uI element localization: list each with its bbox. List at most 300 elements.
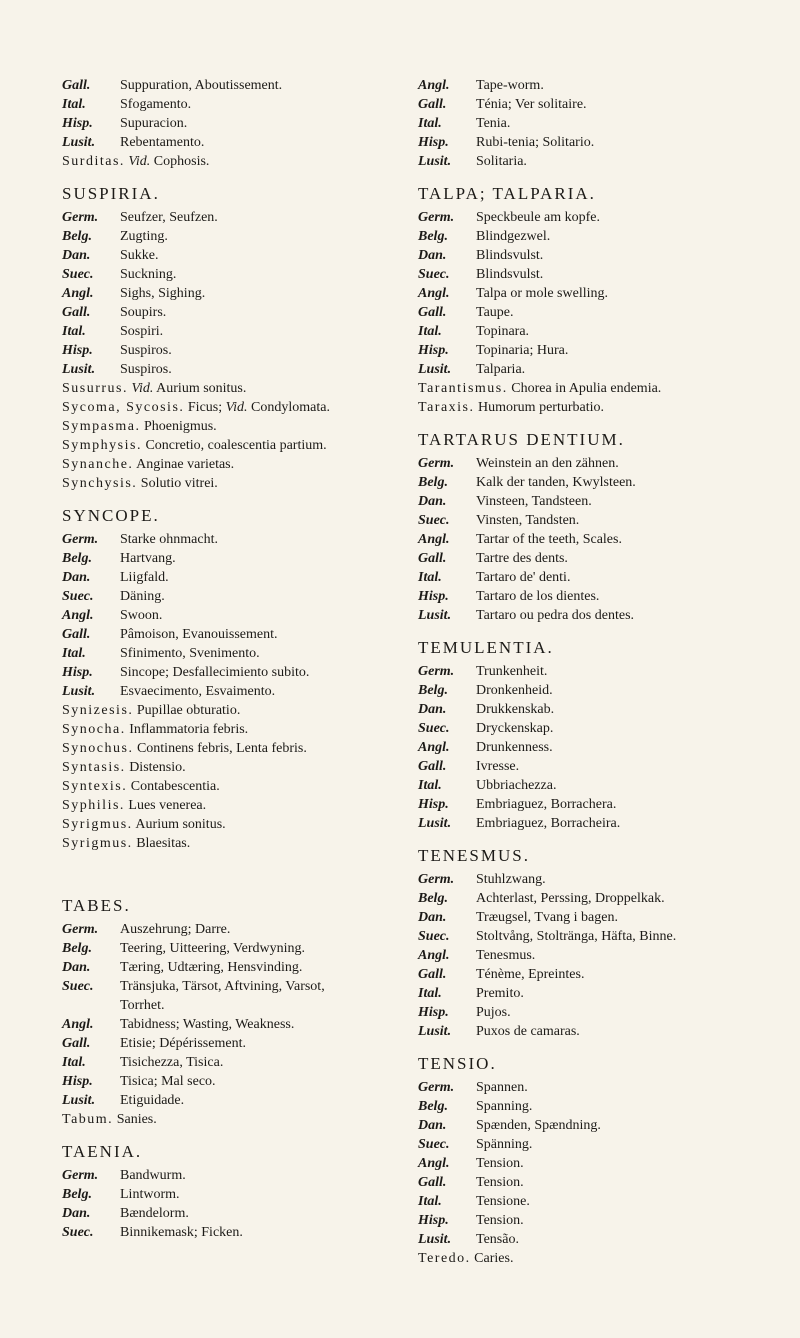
- language-label: Lusit.: [418, 154, 452, 169]
- language-label: Dan.: [418, 1118, 447, 1133]
- language-label: Hisp.: [418, 1005, 449, 1020]
- term-text: Weinstein an den zähnen.: [476, 456, 619, 471]
- language-line: [418, 814, 790, 833]
- language-label: Gall.: [418, 551, 447, 566]
- language-line: [62, 1204, 402, 1223]
- language-label: Belg.: [62, 941, 92, 956]
- term-text: Soupirs.: [120, 305, 167, 320]
- cross-reference-entry: [62, 815, 402, 834]
- language-line: [418, 1192, 790, 1211]
- language-line: [418, 303, 790, 322]
- entry-text: Aurium sonitus.: [156, 381, 247, 396]
- term-text: Hartvang.: [120, 551, 176, 566]
- language-line: [418, 1154, 790, 1173]
- term-text: Drukkenskab.: [476, 702, 555, 717]
- term-text: Torrhet.: [120, 998, 165, 1013]
- language-label: Angl.: [418, 948, 450, 963]
- language-line: [62, 625, 402, 644]
- language-line: [418, 511, 790, 530]
- language-line: [62, 530, 402, 549]
- language-line: [62, 208, 402, 227]
- term-text: Suspiros.: [120, 343, 172, 358]
- language-label: Dan.: [418, 248, 447, 263]
- entry-text: Distensio.: [129, 760, 186, 775]
- language-label: Germ.: [62, 210, 99, 225]
- cross-reference-entry: [62, 777, 402, 796]
- language-line: [62, 1166, 402, 1185]
- term-text: Sospiri.: [120, 324, 164, 339]
- spacer: [62, 853, 402, 883]
- headword: Tabum.: [62, 1112, 114, 1127]
- language-label: Dan.: [418, 910, 447, 925]
- language-label: Dan.: [62, 570, 91, 585]
- language-label: Dan.: [62, 1206, 91, 1221]
- term-text: Ténème, Epreintes.: [476, 967, 585, 982]
- language-label: Belg.: [418, 891, 448, 906]
- language-label: Hisp.: [418, 135, 449, 150]
- language-label: Ital.: [418, 778, 442, 793]
- language-label: Lusit.: [62, 135, 96, 150]
- language-label: Ital.: [418, 986, 442, 1001]
- language-label: Lusit.: [62, 362, 96, 377]
- language-label: Lusit.: [62, 684, 96, 699]
- cross-reference-entry: [62, 474, 402, 493]
- language-line: [418, 908, 790, 927]
- headword: Susurrus.: [62, 381, 129, 396]
- cross-reference-entry: [62, 436, 402, 455]
- language-line: [418, 587, 790, 606]
- language-line: [418, 1173, 790, 1192]
- language-label: Hisp.: [62, 116, 93, 131]
- headword: Taraxis.: [418, 400, 475, 415]
- term-text: Sfinimento, Svenimento.: [120, 646, 260, 661]
- language-line: [62, 1091, 402, 1110]
- language-line: [418, 606, 790, 625]
- language-line: [62, 360, 402, 379]
- term-text: Suckning.: [120, 267, 177, 282]
- term-text: Liigfald.: [120, 570, 169, 585]
- term-text: Sincope; Desfallecimiento subito.: [120, 665, 310, 680]
- language-label: Germ.: [418, 1080, 455, 1095]
- language-line: [62, 341, 402, 360]
- language-line: [418, 95, 790, 114]
- language-line: [418, 757, 790, 776]
- language-line: [418, 1078, 790, 1097]
- cross-reference-entry: [62, 796, 402, 815]
- language-line: [418, 1135, 790, 1154]
- term-text: Premito.: [476, 986, 524, 1001]
- language-line: [62, 977, 402, 996]
- term-text: Tartaro de' denti.: [476, 570, 571, 585]
- term-text: Suspiros.: [120, 362, 172, 377]
- headword: Tarantismus.: [418, 381, 508, 396]
- language-line: [62, 284, 402, 303]
- language-line: [418, 681, 790, 700]
- language-label: Lusit.: [62, 1093, 96, 1108]
- term-text: Esvaecimento, Esvaimento.: [120, 684, 276, 699]
- section-heading: TENSIO.: [418, 1054, 497, 1073]
- language-line: [62, 587, 402, 606]
- term-text: Vinsten, Tandsten.: [476, 513, 580, 528]
- language-line: [418, 795, 790, 814]
- language-label: Suec.: [418, 267, 450, 282]
- term-text: Rubi-tenia; Solitario.: [476, 135, 595, 150]
- language-label: Hisp.: [418, 589, 449, 604]
- language-label: Ital.: [418, 324, 442, 339]
- language-label: Dan.: [418, 494, 447, 509]
- language-label: Angl.: [418, 532, 450, 547]
- headword: Syrigmus.: [62, 817, 133, 832]
- language-line: [62, 920, 402, 939]
- language-line: [418, 152, 790, 171]
- section-heading: SUSPIRIA.: [62, 184, 160, 203]
- cross-reference-entry: [62, 720, 402, 739]
- term-text: Tenia.: [476, 116, 511, 131]
- term-text: Etiguidade.: [120, 1093, 185, 1108]
- vid-reference: Vid.: [225, 400, 248, 415]
- term-text: Auszehrung; Darre.: [120, 922, 231, 937]
- term-text: Tisichezza, Tisica.: [120, 1055, 224, 1070]
- language-label: Suec.: [62, 589, 94, 604]
- language-line: [418, 984, 790, 1003]
- term-text: Pâmoison, Evanouissement.: [120, 627, 278, 642]
- language-label: Gall.: [62, 627, 91, 642]
- section-heading: TEMULENTIA.: [418, 638, 554, 657]
- term-text: Ubbriachezza.: [476, 778, 557, 793]
- cross-reference-entry: [62, 398, 402, 417]
- headword: Synchysis.: [62, 476, 138, 491]
- language-label: Hisp.: [62, 1074, 93, 1089]
- term-text: Tensão.: [476, 1232, 519, 1247]
- language-label: Suec.: [62, 979, 94, 994]
- term-text: Træugsel, Tvang i bagen.: [476, 910, 618, 925]
- term-text: Kalk der tanden, Kwylsteen.: [476, 475, 636, 490]
- term-text: Ivresse.: [476, 759, 520, 774]
- cross-reference-entry: [62, 455, 402, 474]
- language-line: [62, 1015, 402, 1034]
- term-text: Embriaguez, Borracheira.: [476, 816, 621, 831]
- language-label: Suec.: [418, 929, 450, 944]
- term-text: Tæring, Udtæring, Hensvinding.: [120, 960, 303, 975]
- language-line: [62, 1223, 402, 1242]
- entry-text: Continens febris, Lenta febris.: [136, 741, 307, 756]
- term-text: Spanning.: [476, 1099, 533, 1114]
- term-text: Topinaria; Hura.: [476, 343, 569, 358]
- language-line: [62, 95, 402, 114]
- term-text: Sfogamento.: [120, 97, 192, 112]
- language-line: [62, 996, 402, 1015]
- language-line: [418, 284, 790, 303]
- language-label: Germ.: [62, 1168, 99, 1183]
- language-label: Dan.: [418, 702, 447, 717]
- language-label: Gall.: [62, 1036, 91, 1051]
- language-line: [418, 889, 790, 908]
- term-text: Seufzer, Seufzen.: [120, 210, 218, 225]
- language-label: Ital.: [62, 97, 86, 112]
- term-text: Blindsvulst.: [476, 248, 544, 263]
- term-text: Tape-worm.: [476, 78, 544, 93]
- language-label: Gall.: [418, 1175, 447, 1190]
- term-text: Pujos.: [476, 1005, 511, 1020]
- cross-reference-entry: [62, 834, 402, 853]
- term-text: Bandwurm.: [120, 1168, 186, 1183]
- term-text: Tenesmus.: [476, 948, 536, 963]
- language-line: [62, 114, 402, 133]
- language-line: [418, 1003, 790, 1022]
- headword: Syphilis.: [62, 798, 125, 813]
- term-text: Tabidness; Wasting, Weakness.: [120, 1017, 295, 1032]
- language-label: Hisp.: [62, 665, 93, 680]
- term-text: Supuracion.: [120, 116, 188, 131]
- cross-reference-entry: [62, 152, 402, 171]
- language-line: [62, 1034, 402, 1053]
- language-line: [418, 76, 790, 95]
- term-text: Sighs, Sighing.: [120, 286, 206, 301]
- language-label: Gall.: [62, 305, 91, 320]
- language-line: [418, 700, 790, 719]
- language-line: [418, 360, 790, 379]
- term-text: Solitaria.: [476, 154, 527, 169]
- entry-text: Lues venerea.: [128, 798, 207, 813]
- section-heading: TABES.: [62, 896, 131, 915]
- language-label: Belg.: [418, 475, 448, 490]
- cross-reference-entry: [62, 701, 402, 720]
- term-text: Binnikemask; Ficken.: [120, 1225, 243, 1240]
- language-label: Angl.: [418, 286, 450, 301]
- language-label: Hisp.: [62, 343, 93, 358]
- language-line: [418, 246, 790, 265]
- section-heading: TALPA; TALPARIA.: [418, 184, 596, 203]
- headword: Synochus.: [62, 741, 134, 756]
- language-line: [62, 958, 402, 977]
- section-heading: TENESMUS.: [418, 846, 530, 865]
- term-text: Tension.: [476, 1156, 524, 1171]
- language-label: Angl.: [418, 78, 450, 93]
- language-line: [418, 568, 790, 587]
- language-line: [62, 1053, 402, 1072]
- language-label: Ital.: [418, 570, 442, 585]
- entry-text: Condylomata.: [251, 400, 330, 415]
- language-line: [418, 662, 790, 681]
- language-label: Lusit.: [418, 816, 452, 831]
- language-line: [62, 133, 402, 152]
- language-line: [418, 719, 790, 738]
- section-heading: SYNCOPE.: [62, 506, 160, 525]
- language-label: Lusit.: [418, 362, 452, 377]
- language-line: [62, 1072, 402, 1091]
- term-text: Tränsjuka, Tärsot, Aftvining, Varsot,: [120, 979, 325, 994]
- language-label: Germ.: [62, 922, 99, 937]
- entry-text: Concretio, coalescentia partium.: [145, 438, 327, 453]
- cross-reference-entry: [418, 398, 790, 417]
- language-line: [418, 473, 790, 492]
- language-label: Gall.: [418, 967, 447, 982]
- language-line: [418, 965, 790, 984]
- language-line: [62, 644, 402, 663]
- entry-text: Humorum perturbatio.: [478, 400, 604, 415]
- language-line: [62, 303, 402, 322]
- language-line: [418, 265, 790, 284]
- headword: Syntexis.: [62, 779, 128, 794]
- term-text: Spannen.: [476, 1080, 528, 1095]
- term-text: Trunkenheit.: [476, 664, 548, 679]
- headword: Synocha.: [62, 722, 126, 737]
- vid-reference: Vid.: [128, 154, 151, 169]
- term-text: Tension.: [476, 1175, 524, 1190]
- language-line: [62, 663, 402, 682]
- entry-text: Cophosis.: [153, 154, 210, 169]
- language-label: Belg.: [62, 1187, 92, 1202]
- cross-reference-entry: [62, 758, 402, 777]
- language-label: Dan.: [62, 960, 91, 975]
- term-text: Lintworm.: [120, 1187, 180, 1202]
- language-line: [418, 227, 790, 246]
- language-line: [418, 870, 790, 889]
- language-line: [418, 1116, 790, 1135]
- term-text: Starke ohnmacht.: [120, 532, 218, 547]
- cross-reference-entry: [62, 739, 402, 758]
- language-line: [418, 1211, 790, 1230]
- language-label: Belg.: [62, 229, 92, 244]
- language-label: Germ.: [418, 872, 455, 887]
- term-text: Etisie; Dépérissement.: [120, 1036, 246, 1051]
- language-line: [418, 549, 790, 568]
- entry-text: Blaesitas.: [136, 836, 191, 851]
- term-text: Spänning.: [476, 1137, 533, 1152]
- headword: Teredo.: [418, 1251, 471, 1266]
- language-label: Belg.: [418, 229, 448, 244]
- language-line: [62, 549, 402, 568]
- language-line: [62, 1185, 402, 1204]
- term-text: Tartre des dents.: [476, 551, 568, 566]
- term-text: Dronkenheid.: [476, 683, 553, 698]
- language-label: Ital.: [62, 1055, 86, 1070]
- term-text: Talparia.: [476, 362, 526, 377]
- language-line: [62, 246, 402, 265]
- term-text: Talpa or mole swelling.: [476, 286, 608, 301]
- headword: Synanche.: [62, 457, 134, 472]
- language-line: [418, 738, 790, 757]
- term-text: Blindsvulst.: [476, 267, 544, 282]
- language-label: Gall.: [62, 78, 91, 93]
- language-label: Belg.: [62, 551, 92, 566]
- term-text: Tisica; Mal seco.: [120, 1074, 216, 1089]
- language-label: Ital.: [418, 116, 442, 131]
- language-label: Angl.: [418, 1156, 450, 1171]
- term-text: Achterlast, Perssing, Droppelkak.: [476, 891, 665, 906]
- vid-reference: Vid.: [131, 381, 154, 396]
- entry-text: Contabescentia.: [130, 779, 220, 794]
- term-text: Embriaguez, Borrachera.: [476, 797, 617, 812]
- cross-reference-entry: [62, 417, 402, 436]
- entry-text: Sanies.: [116, 1112, 157, 1127]
- language-label: Ital.: [62, 324, 86, 339]
- term-text: Stoltvång, Stoltränga, Häfta, Binne.: [476, 929, 677, 944]
- language-line: [418, 114, 790, 133]
- term-text: Tension.: [476, 1213, 524, 1228]
- entry-text: Pupillae obturatio.: [136, 703, 241, 718]
- cross-reference-entry: [418, 379, 790, 398]
- language-label: Lusit.: [418, 1024, 452, 1039]
- term-text: Teering, Uitteering, Verdwyning.: [120, 941, 305, 956]
- headword: Symphysis.: [62, 438, 142, 453]
- language-label: Angl.: [62, 1017, 94, 1032]
- language-line: [418, 208, 790, 227]
- term-text: Zugting.: [120, 229, 168, 244]
- language-label: [62, 996, 120, 1015]
- term-text: Suppuration, Aboutissement.: [120, 78, 283, 93]
- language-label: Germ.: [418, 210, 455, 225]
- left-column: [62, 76, 402, 1242]
- term-text: Tartaro ou pedra dos dentes.: [476, 608, 635, 623]
- term-text: Ténia; Ver solitaire.: [476, 97, 587, 112]
- language-label: Dan.: [62, 248, 91, 263]
- language-line: [418, 1097, 790, 1116]
- entry-text: Phoenigmus.: [143, 419, 217, 434]
- language-label: Lusit.: [418, 608, 452, 623]
- language-line: [418, 927, 790, 946]
- entry-text: Inflammatoria febris.: [129, 722, 249, 737]
- term-text: Däning.: [120, 589, 165, 604]
- entry-text: Caries.: [474, 1251, 514, 1266]
- term-text: Blindgezwel.: [476, 229, 551, 244]
- language-label: Suec.: [62, 1225, 94, 1240]
- language-line: [62, 568, 402, 587]
- language-label: Lusit.: [418, 1232, 452, 1247]
- language-label: Ital.: [62, 646, 86, 661]
- language-line: [418, 133, 790, 152]
- term-text: Topinara.: [476, 324, 530, 339]
- term-text: Stuhlzwang.: [476, 872, 546, 887]
- term-text: Tensione.: [476, 1194, 530, 1209]
- term-text: Swoon.: [120, 608, 163, 623]
- term-text: Vinsteen, Tandsteen.: [476, 494, 592, 509]
- language-label: Suec.: [62, 267, 94, 282]
- term-text: Puxos de camaras.: [476, 1024, 580, 1039]
- language-label: Germ.: [62, 532, 99, 547]
- language-line: [418, 1022, 790, 1041]
- entry-text: Aurium sonitus.: [135, 817, 226, 832]
- language-label: Suec.: [418, 721, 450, 736]
- language-line: [418, 776, 790, 795]
- language-line: [62, 76, 402, 95]
- language-label: Ital.: [418, 1194, 442, 1209]
- headword: Syrigmus.: [62, 836, 133, 851]
- language-label: Gall.: [418, 759, 447, 774]
- term-text: Tartar of the teeth, Scales.: [476, 532, 622, 547]
- headword: Synizesis.: [62, 703, 134, 718]
- language-label: Suec.: [418, 513, 450, 528]
- language-label: Hisp.: [418, 1213, 449, 1228]
- headword: Sympasma.: [62, 419, 141, 434]
- language-label: Belg.: [418, 1099, 448, 1114]
- term-text: Sukke.: [120, 248, 159, 263]
- language-line: [62, 322, 402, 341]
- language-label: Suec.: [418, 1137, 450, 1152]
- language-line: [62, 265, 402, 284]
- language-label: Angl.: [62, 608, 94, 623]
- language-line: [418, 341, 790, 360]
- language-line: [62, 682, 402, 701]
- term-text: Spænden, Spændning.: [476, 1118, 601, 1133]
- language-line: [418, 946, 790, 965]
- language-label: Hisp.: [418, 797, 449, 812]
- cross-reference-entry: [62, 1110, 402, 1129]
- language-label: Belg.: [418, 683, 448, 698]
- term-text: Bændelorm.: [120, 1206, 189, 1221]
- term-text: Taupe.: [476, 305, 514, 320]
- language-label: Germ.: [418, 664, 455, 679]
